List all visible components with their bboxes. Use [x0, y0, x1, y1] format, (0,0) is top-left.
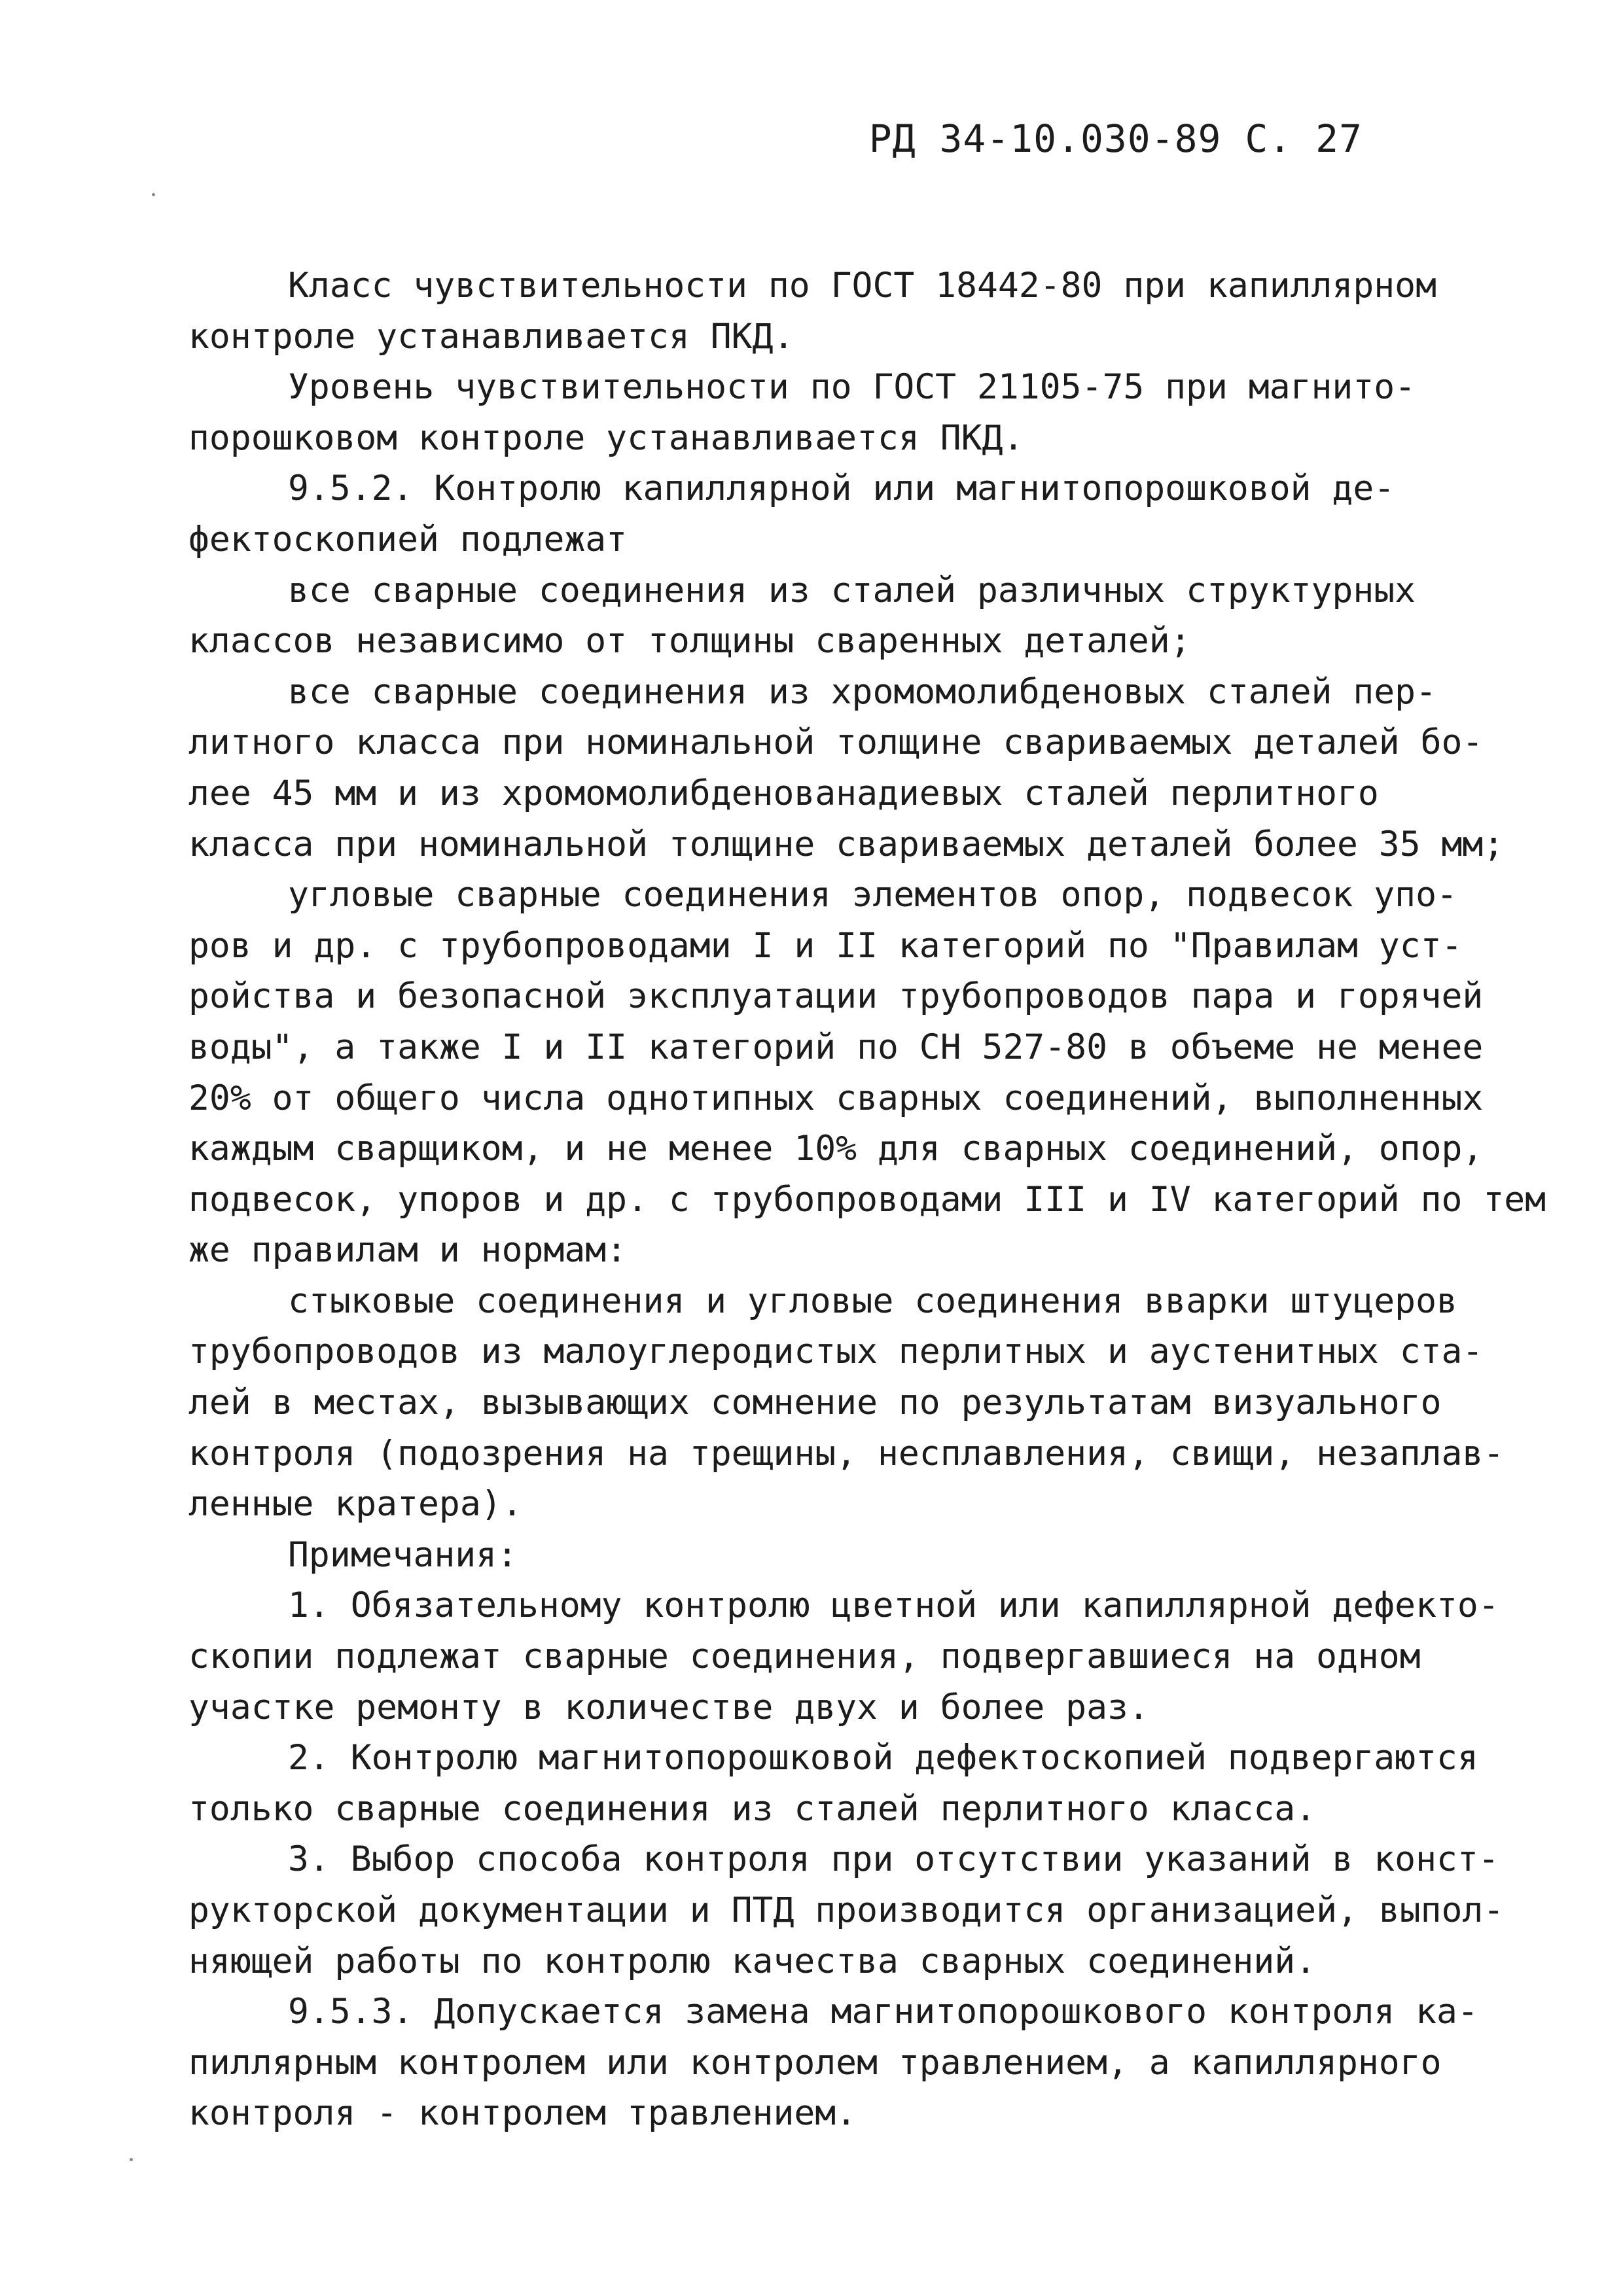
text-line: же правилам и нормам:: [188, 1230, 628, 1271]
text-line: 20% от общего числа однотипных сварных соединений, выполненных: [188, 1078, 1484, 1118]
text-line: ройства и безопасной эксплуатации трубопроводов пара и горячей: [188, 976, 1484, 1017]
text-line: литного класса при номинальной толщине свариваемых деталей бо-: [188, 722, 1484, 763]
text-line: ров и др. с трубопроводами I и II категорий по "Правилам уст-: [188, 925, 1463, 966]
text-line: каждым сварщиком, и не менее 10% для сварных соединений, опор,: [188, 1129, 1484, 1169]
text-line: стыковые соединения и угловые соединения вварки штуцеров: [288, 1280, 1457, 1321]
text-line: класса при номинальной толщине свариваемых деталей более 35 мм;: [188, 824, 1505, 864]
text-line: классов независимо от толщины сваренных деталей;: [188, 621, 1191, 662]
text-line: воды", а также I и II категорий по СН 527-80 в объеме не менее: [188, 1027, 1484, 1067]
text-line: 9.5.3. Допускается замена магнитопорошкового контроля ка-: [288, 1992, 1478, 2032]
text-line: 1. Обязательному контролю цветной или капиллярной дефекто-: [288, 1585, 1499, 1626]
text-line: ленные кратера).: [188, 1484, 523, 1525]
text-line: только сварные соединения из сталей перлитного класса.: [188, 1788, 1317, 1829]
notes-heading: Примечания:: [288, 1534, 518, 1575]
text-line: рукторской документации и ПТД производится организацией, выпол-: [188, 1890, 1505, 1930]
text-line: 2. Контролю магнитопорошковой дефектоскопией подвергаются: [288, 1738, 1478, 1778]
text-line: все сварные соединения из хромомолибденовых сталей пер-: [288, 671, 1436, 712]
margin-mark: [152, 193, 155, 196]
text-line: 9.5.2. Контролю капиллярной или магнитопорошковой де-: [288, 468, 1395, 509]
text-line: угловые сварные соединения элементов опор, подвесок упо-: [288, 875, 1457, 915]
margin-mark: [130, 2158, 133, 2161]
text-line: порошковом контроле устанавливается ПКД.: [188, 417, 1024, 458]
text-line: все сварные соединения из сталей различных структурных: [288, 570, 1416, 610]
text-line: контроля (подозрения на трещины, несплавления, свищи, незаплав-: [188, 1433, 1505, 1474]
text-line: подвесок, упоров и др. с трубопроводами III и IV категорий по тем: [188, 1179, 1546, 1220]
text-line: Уровень чувствительности по ГОСТ 21105-75 при магнито-: [288, 367, 1416, 408]
document-body: [188, 260, 1546, 2139]
text-line: фектоскопией подлежат: [188, 519, 628, 559]
text-line: 3. Выбор способа контроля при отсутствии указаний в конст-: [288, 1839, 1499, 1880]
page-header-reference: РД 34-10.030-89 С. 27: [868, 116, 1363, 161]
text-line: участке ремонту в количестве двух и более раз.: [188, 1687, 1149, 1727]
text-line: няющей работы по контролю качества сварных соединений.: [188, 1941, 1317, 1981]
text-line: пиллярным контролем или контролем травлением, а капиллярного: [188, 2042, 1442, 2083]
text-line: скопии подлежат сварные соединения, подвергавшиеся на одном: [188, 1636, 1421, 1677]
text-line: лей в местах, вызывающих сомнение по результатам визуального: [188, 1383, 1442, 1423]
text-line: контроле устанавливается ПКД.: [188, 316, 794, 357]
text-line: лее 45 мм и из хромомолибденованадиевых сталей перлитного: [188, 773, 1379, 813]
text-line: контроля - контролем травлением.: [188, 2093, 857, 2134]
text-line: трубопроводов из малоуглеродистых перлитных и аустенитных ста-: [188, 1332, 1484, 1372]
text-line: Класс чувствительности по ГОСТ 18442-80 при капиллярном: [288, 266, 1436, 306]
